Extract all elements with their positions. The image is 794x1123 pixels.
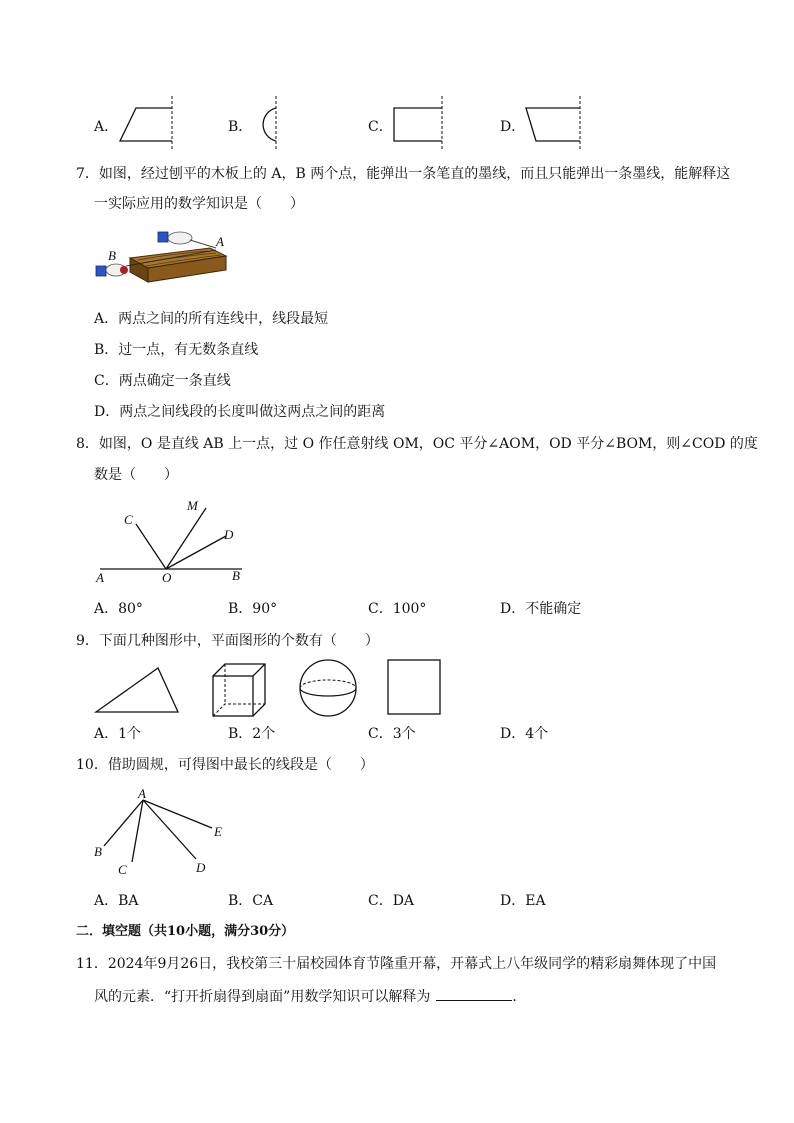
q7-option-d[interactable]: D．两点之间线段的长度叫做这两点之间的距离 [94, 404, 386, 420]
q10-stem-line1: 10．借助圆规，可得图中最长的线段是（ ） [76, 757, 374, 773]
q11-stem-line1: 11．2024年9月26日，我校第三十届校园体育节隆重开幕，开幕式上八年级同学的精彩扇舞体现了中国 [76, 956, 717, 972]
q9-stem-line1: 9．下面几种图形中，平面图形的个数有（ ） [76, 633, 379, 649]
q7-option-a[interactable]: A．两点之间的所有连线中，线段最短 [94, 311, 329, 327]
q7-label-a: A [216, 234, 224, 249]
q8-label-b: B [232, 568, 240, 583]
q8-option-a[interactable]: A．80° [94, 601, 143, 617]
q10-label-e: E [214, 824, 222, 839]
q8-stem-line2: 数是（ ） [94, 467, 178, 483]
q8-label-c: C [124, 512, 133, 527]
q8-label-d: D [224, 527, 234, 542]
q6-option-a-figure [116, 96, 186, 152]
q7-stem-line2: 一实际应用的数学知识是（ ） [94, 196, 304, 212]
q6-option-c-label: C． [368, 119, 393, 135]
q9-square-figure [386, 658, 444, 718]
q7-stem-line1: 7．如图，经过刨平的木板上的 A，B 两个点，能弹出一条笔直的墨线，而且只能弹出一条墨线，能解释这 [76, 166, 731, 182]
q9-option-b[interactable]: B．2个 [228, 726, 276, 742]
q6-option-b-label: B． [228, 119, 253, 135]
q10-option-a[interactable]: A．BA [94, 893, 139, 909]
q8-option-b[interactable]: B．90° [228, 601, 278, 617]
q10-option-b[interactable]: B．CA [228, 893, 274, 909]
q9-option-c[interactable]: C．3个 [368, 726, 416, 742]
q10-label-c: C [118, 862, 127, 877]
q9-cube-figure [210, 660, 270, 720]
q6-option-b-figure [250, 96, 290, 152]
q10-segments-figure [92, 786, 242, 880]
q11-stem-end: ． [512, 989, 527, 1005]
q11-stem-text: 风的元素．“打开折扇得到扇面”用数学知识可以解释为 [94, 989, 431, 1005]
q8-label-a: A [96, 570, 104, 585]
section-title-fill-in: 二．填空题（共10小题，满分30分） [76, 924, 295, 939]
q10-label-d: D [196, 860, 206, 875]
q6-option-d-figure [522, 96, 592, 152]
q10-option-d[interactable]: D．EA [500, 893, 546, 909]
q6-option-a-label: A． [94, 119, 119, 135]
q10-label-b: B [94, 844, 102, 859]
q11-stem-line2 [94, 986, 526, 1006]
q9-sphere-figure [298, 658, 360, 720]
q10-option-c[interactable]: C．DA [368, 893, 415, 909]
q7-label-b: B [108, 248, 116, 263]
q8-option-c[interactable]: C．100° [368, 601, 427, 617]
q6-option-c-figure [390, 96, 450, 152]
q8-angle-figure [92, 496, 252, 586]
q7-board-figure [90, 226, 240, 286]
q10-label-a: A [138, 786, 146, 801]
q8-stem-line1: 8．如图，O 是直线 AB 上一点，过 O 作任意射线 OM，OC 平分∠AOM，OD 平分∠BOM，则∠COD 的度 [76, 436, 758, 452]
q8-option-d[interactable]: D．不能确定 [500, 601, 582, 617]
q9-triangle-figure [94, 662, 184, 716]
q9-option-a[interactable]: A．1个 [94, 726, 142, 742]
q11-answer-blank[interactable] [436, 986, 512, 1001]
q9-option-d[interactable]: D．4个 [500, 726, 549, 742]
q7-option-b[interactable]: B．过一点，有无数条直线 [94, 342, 259, 358]
q8-label-m: M [187, 498, 198, 513]
q7-option-c[interactable]: C．两点确定一条直线 [94, 373, 231, 389]
q6-option-d-label: D． [500, 119, 526, 135]
q8-label-o: O [162, 570, 172, 585]
